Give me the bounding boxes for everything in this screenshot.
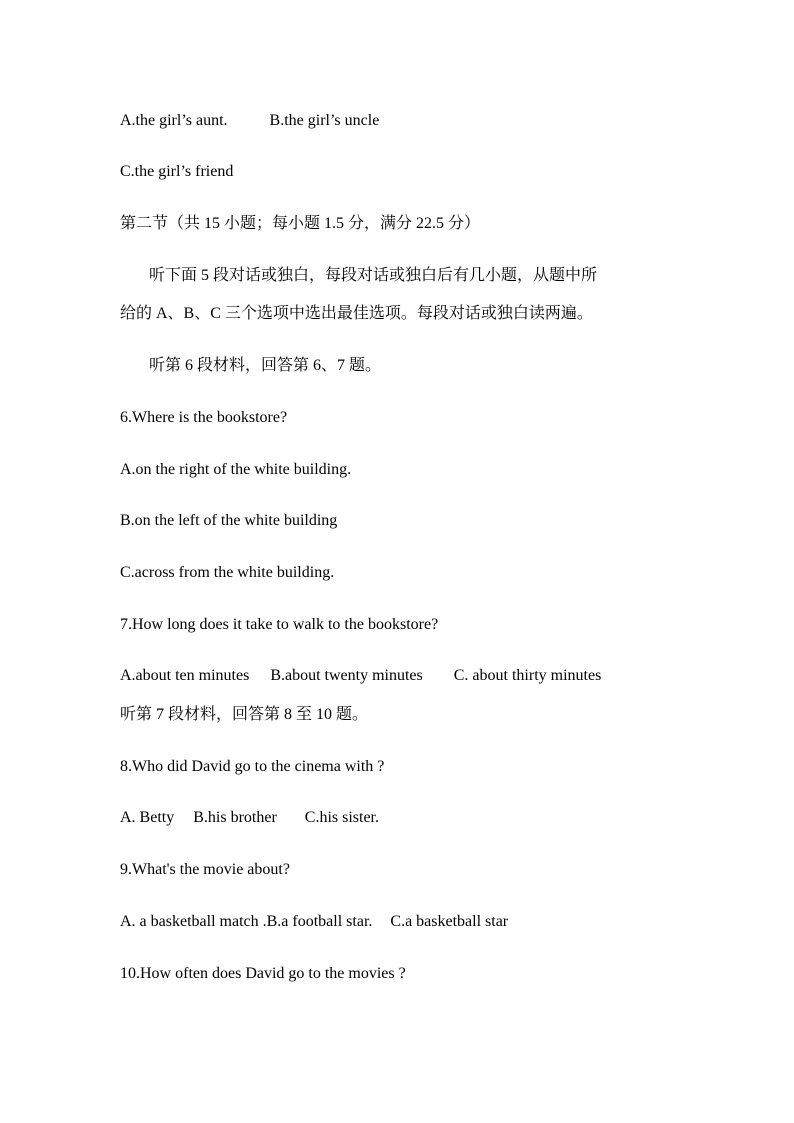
q5-option-a: A.the girl’s aunt. — [120, 112, 228, 129]
instructions-line-1: 听下面 5 段对话或独白，每段对话或独白后有几小题，从题中所 — [149, 267, 598, 284]
material7-intro: 听第 7 段材料，回答第 8 至 10 题。 — [120, 706, 369, 723]
q6-option-b: B.on the left of the white building — [120, 512, 338, 529]
instructions-line-2: 给的 A、B、C 三个选项中选出最佳选项。每段对话或独白读两遍。 — [120, 305, 593, 322]
q6-option-a: A.on the right of the white building. — [120, 461, 352, 478]
q8-option-a: A. Betty — [120, 809, 175, 826]
q9-options-row — [120, 912, 508, 932]
q6-option-c: C.across from the white building. — [120, 564, 335, 581]
q8-option-b: B.his brother — [193, 809, 277, 826]
q5-option-c: C.the girl’s friend — [120, 163, 234, 180]
q8-option-c: C.his sister. — [304, 809, 379, 826]
q9-option-b: B.a football star. — [266, 913, 373, 930]
material6-intro: 听第 6 段材料，回答第 6、7 题。 — [149, 357, 382, 374]
q7-option-c: C. about thirty minutes — [453, 667, 602, 684]
q9-option-a: A. a basketball match . — [120, 913, 267, 930]
section2-header: 第二节（共 15 小题；每小题 1.5 分，满分 22.5 分） — [120, 215, 481, 232]
q9-option-c: C.a basketball star — [390, 913, 509, 930]
question-6: 6.Where is the bookstore? — [120, 409, 288, 426]
q7-options-row — [120, 666, 601, 686]
question-9: 9.What's the movie about? — [120, 861, 290, 878]
question-8: 8.Who did David go to the cinema with ? — [120, 758, 385, 775]
q5-option-b: B.the girl’s uncle — [269, 112, 380, 129]
q7-option-b: B.about twenty minutes — [270, 667, 423, 684]
q8-options-row — [120, 808, 379, 828]
question-10: 10.How often does David go to the movies ? — [120, 965, 406, 982]
question-7: 7.How long does it take to walk to the bookstore? — [120, 616, 439, 633]
q5-options-row-ab — [120, 111, 379, 131]
q7-option-a: A.about ten minutes — [120, 667, 250, 684]
